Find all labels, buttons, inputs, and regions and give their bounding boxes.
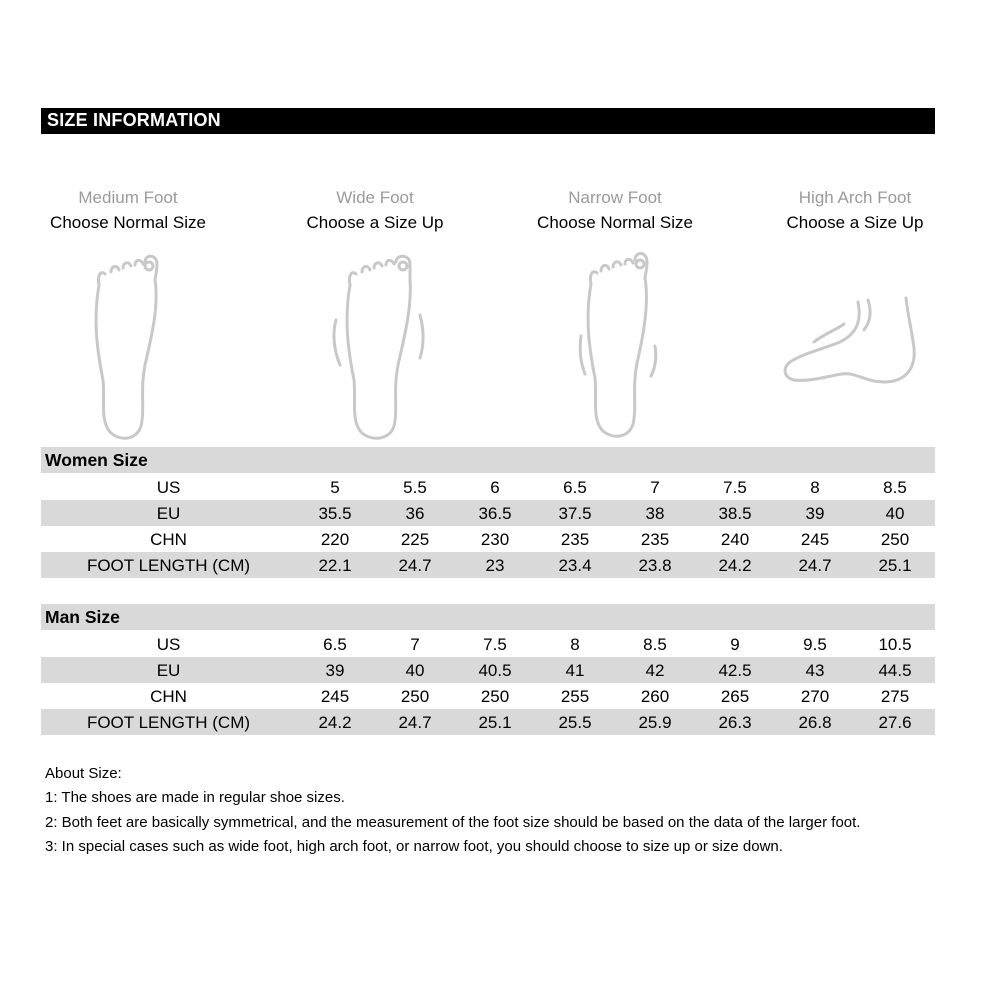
foot-type-high-arch	[755, 186, 955, 236]
table-cell: 41	[565, 661, 585, 680]
man-size-title: Man Size	[45, 607, 120, 627]
foot-type-medium	[28, 186, 228, 236]
table-cell: 36	[405, 504, 425, 523]
foot-type-label: Narrow Foot	[568, 188, 662, 207]
women-size-title: Women Size	[45, 450, 148, 470]
table-cell: 24.7	[398, 713, 432, 732]
table-row	[41, 683, 935, 709]
table-cell: 42	[645, 661, 665, 680]
table-row	[41, 657, 935, 683]
table-cell: 250	[400, 687, 430, 706]
table-cell: 9	[730, 635, 740, 654]
table-cell: 36.5	[478, 504, 512, 523]
table-cell: 25.1	[878, 556, 912, 575]
table-cell: 23	[485, 556, 505, 575]
table-cell: 265	[720, 687, 750, 706]
table-cell: 9.5	[803, 635, 827, 654]
narrow-foot-icon	[573, 246, 663, 442]
note-item: 1: The shoes are made in regular shoe sizes.	[45, 789, 345, 807]
table-cell: 7.5	[723, 478, 747, 497]
table-cell: 24.7	[798, 556, 832, 575]
table-cell: 235	[560, 530, 590, 549]
foot-type-label: High Arch Foot	[798, 188, 912, 207]
table-cell: 8.5	[883, 478, 907, 497]
foot-advice-label: Choose a Size Up	[786, 213, 924, 232]
table-cell: 23.8	[638, 556, 672, 575]
foot-advice-label: Choose Normal Size	[50, 213, 206, 232]
table-row	[41, 552, 935, 578]
table-cell: 22.1	[318, 556, 352, 575]
table-cell: 40	[405, 661, 425, 680]
foot-type-label: Medium Foot	[78, 188, 178, 207]
table-cell: 10.5	[878, 635, 912, 654]
women-size-header	[41, 447, 935, 473]
table-cell: 5	[330, 478, 340, 497]
table-cell: 44.5	[878, 661, 912, 680]
table-cell: 37.5	[558, 504, 592, 523]
table-cell: 8	[570, 635, 580, 654]
table-row	[41, 474, 935, 500]
table-cell: 8	[810, 478, 820, 497]
table-cell: 7	[410, 635, 420, 654]
row-label: US	[156, 478, 181, 497]
medium-foot-icon	[85, 250, 165, 442]
table-cell: 230	[480, 530, 510, 549]
table-cell: 270	[800, 687, 830, 706]
table-cell: 6.5	[323, 635, 347, 654]
table-cell: 250	[480, 687, 510, 706]
man-size-header	[41, 604, 935, 630]
row-label: CHN	[150, 687, 187, 706]
table-cell: 7	[650, 478, 660, 497]
high-arch-foot-icon	[780, 292, 920, 386]
wide-foot-icon	[328, 250, 428, 442]
foot-advice-label: Choose a Size Up	[306, 213, 444, 232]
table-cell: 25.9	[638, 713, 672, 732]
table-cell: 245	[800, 530, 830, 549]
foot-advice-label: Choose Normal Size	[537, 213, 693, 232]
row-label: EU	[156, 504, 181, 523]
table-cell: 42.5	[718, 661, 752, 680]
table-cell: 27.6	[878, 713, 912, 732]
note-item: 3: In special cases such as wide foot, high arch foot, or narrow foot, you should choose to size up or size down.	[45, 837, 783, 855]
table-cell: 40.5	[478, 661, 512, 680]
table-row	[41, 709, 935, 735]
foot-type-wide	[275, 186, 475, 236]
table-cell: 38.5	[718, 504, 752, 523]
table-cell: 43	[805, 661, 825, 680]
table-cell: 39	[805, 504, 825, 523]
row-label: FOOT LENGTH (CM)	[86, 556, 251, 575]
table-cell: 24.2	[718, 556, 752, 575]
note-item: 2: Both feet are basically symmetrical, and the measurement of the foot size should be based on the data of the larger foot.	[45, 813, 861, 831]
table-cell: 7.5	[483, 635, 507, 654]
row-label: CHN	[150, 530, 187, 549]
table-row	[41, 631, 935, 657]
table-cell: 26.3	[718, 713, 752, 732]
row-label: EU	[156, 661, 181, 680]
table-cell: 6	[490, 478, 500, 497]
table-row	[41, 526, 935, 552]
table-cell: 38	[645, 504, 665, 523]
table-cell: 275	[880, 687, 910, 706]
about-size-notes	[45, 762, 860, 859]
table-cell: 6.5	[563, 478, 587, 497]
table-cell: 39	[325, 661, 345, 680]
table-cell: 235	[640, 530, 670, 549]
table-cell: 23.4	[558, 556, 592, 575]
table-cell: 25.1	[478, 713, 512, 732]
row-label: US	[156, 635, 181, 654]
table-cell: 40	[885, 504, 905, 523]
table-cell: 240	[720, 530, 750, 549]
page-title: SIZE INFORMATION	[47, 110, 221, 130]
table-cell: 25.5	[558, 713, 592, 732]
table-cell: 250	[880, 530, 910, 549]
table-cell: 245	[320, 687, 350, 706]
table-cell: 220	[320, 530, 350, 549]
table-cell: 5.5	[403, 478, 427, 497]
table-cell: 24.2	[318, 713, 352, 732]
foot-type-narrow	[515, 186, 715, 236]
table-cell: 225	[400, 530, 430, 549]
foot-type-label: Wide Foot	[336, 188, 414, 207]
table-cell: 8.5	[643, 635, 667, 654]
table-cell: 35.5	[318, 504, 352, 523]
size-information-banner	[41, 108, 935, 134]
table-cell: 255	[560, 687, 590, 706]
table-row	[41, 500, 935, 526]
notes-heading: About Size:	[45, 765, 122, 782]
table-cell: 260	[640, 687, 670, 706]
table-cell: 24.7	[398, 556, 432, 575]
table-cell: 26.8	[798, 713, 832, 732]
row-label: FOOT LENGTH (CM)	[86, 713, 251, 732]
